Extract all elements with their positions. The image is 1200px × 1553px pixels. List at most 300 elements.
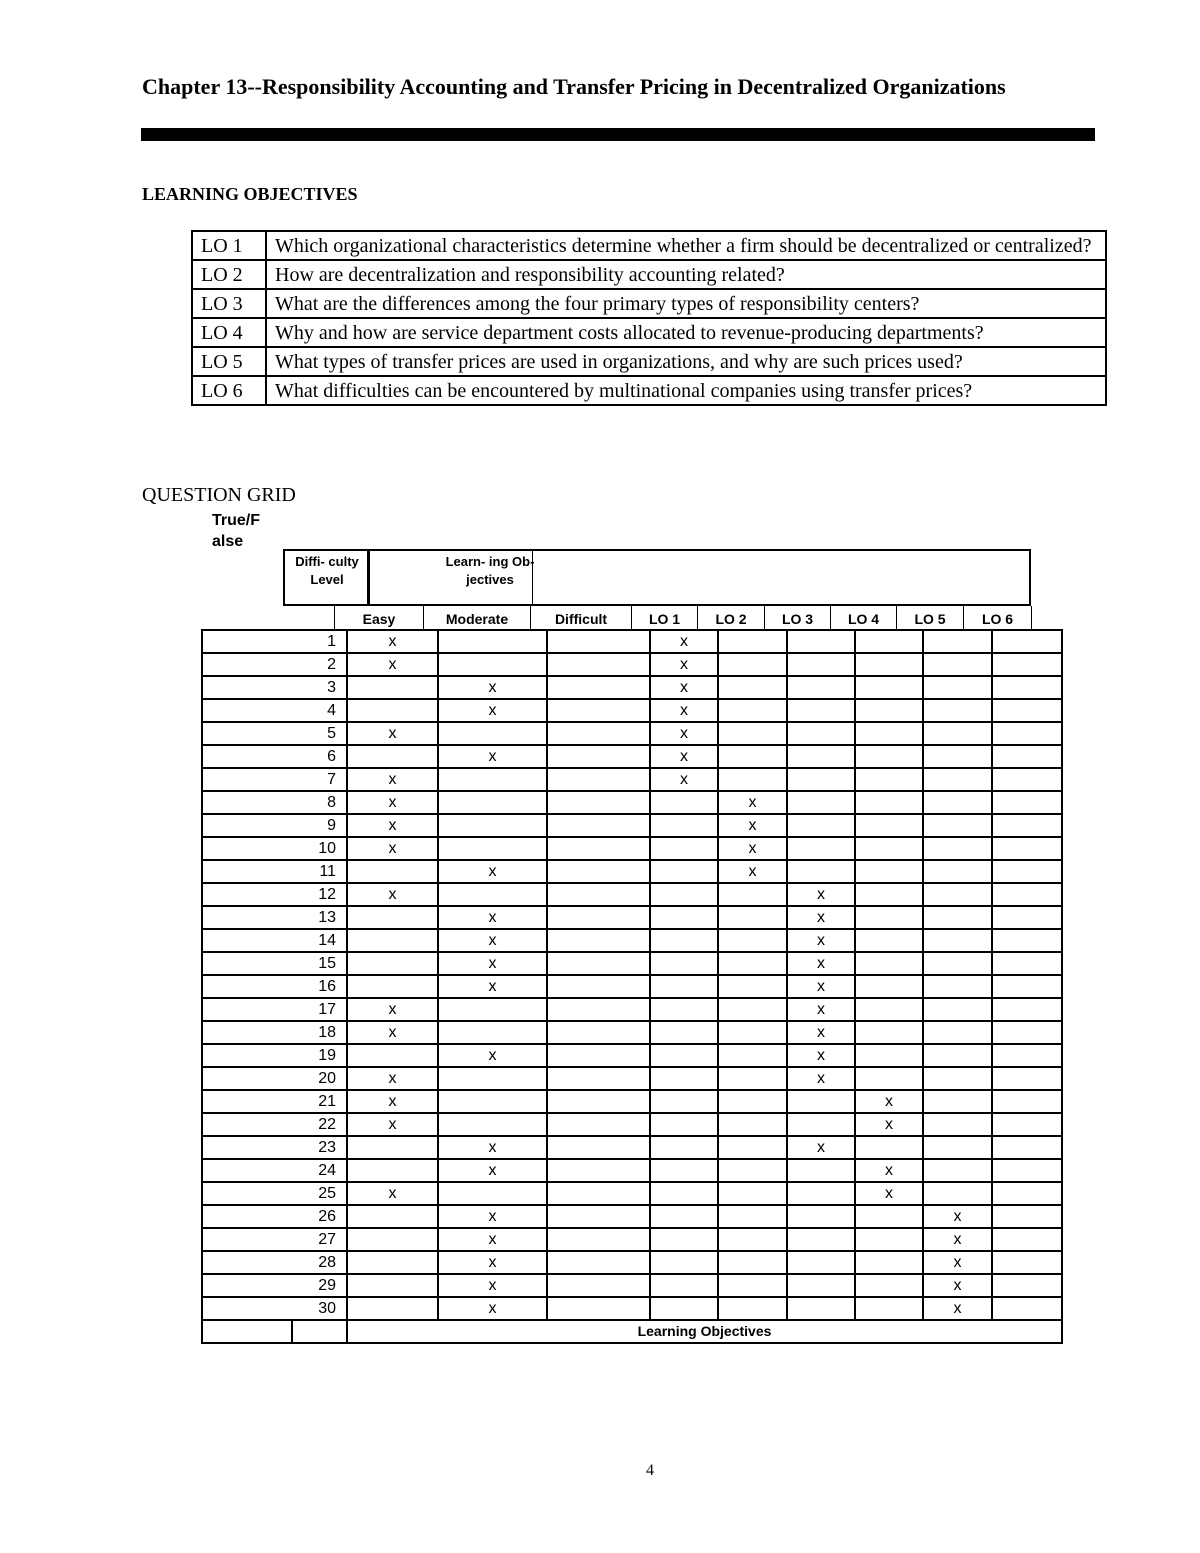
grid-cell bbox=[855, 860, 923, 883]
grid-cell bbox=[718, 1228, 787, 1251]
page-title: Chapter 13--Responsibility Accounting and Transfer Pricing in Decentralized Organizations bbox=[142, 74, 1006, 99]
grid-cell bbox=[650, 860, 718, 883]
grid-cell bbox=[992, 952, 1062, 975]
grid-cell bbox=[650, 1228, 718, 1251]
grid-cell bbox=[855, 837, 923, 860]
grid-cell bbox=[992, 699, 1062, 722]
grid-cell bbox=[718, 1113, 787, 1136]
grid-cell bbox=[347, 699, 438, 722]
learning-objective-row bbox=[192, 289, 1106, 318]
learning-objectives-table bbox=[191, 230, 1107, 406]
learning-objective-row bbox=[192, 260, 1106, 289]
grid-cell bbox=[787, 837, 855, 860]
grid-cell bbox=[923, 952, 992, 975]
grid-cell bbox=[438, 722, 547, 745]
grid-cell bbox=[718, 1159, 787, 1182]
grid-cell bbox=[923, 630, 992, 653]
grid-cell bbox=[787, 1251, 855, 1274]
objective-code: LO 3 bbox=[192, 289, 266, 318]
check-mark: x bbox=[855, 1113, 923, 1136]
check-mark: x bbox=[347, 1090, 438, 1113]
question-number: 16 bbox=[202, 975, 347, 998]
column-header: LO 1 bbox=[631, 606, 697, 630]
question-number: 15 bbox=[202, 952, 347, 975]
grid-cell bbox=[650, 1205, 718, 1228]
grid-cell bbox=[923, 860, 992, 883]
grid-cell bbox=[547, 998, 650, 1021]
grid-cell bbox=[650, 1182, 718, 1205]
check-mark: x bbox=[787, 998, 855, 1021]
grid-cell bbox=[547, 699, 650, 722]
grid-cell bbox=[992, 1228, 1062, 1251]
grid-cell bbox=[438, 791, 547, 814]
table-row bbox=[202, 768, 1062, 791]
grid-cell bbox=[855, 1021, 923, 1044]
grid-cell bbox=[547, 1021, 650, 1044]
column-header: LO 2 bbox=[697, 606, 764, 630]
difficulty-level-label: Diffi- culty Level bbox=[295, 554, 359, 587]
grid-cell bbox=[923, 1067, 992, 1090]
objective-code: LO 1 bbox=[192, 231, 266, 260]
grid-cell bbox=[547, 1113, 650, 1136]
learning-objective-row bbox=[192, 376, 1106, 405]
learning-objective-row bbox=[192, 231, 1106, 260]
grid-cell bbox=[547, 929, 650, 952]
grid-cell bbox=[650, 1067, 718, 1090]
grid-cell bbox=[855, 676, 923, 699]
grid-cell bbox=[992, 791, 1062, 814]
grid-cell bbox=[650, 1090, 718, 1113]
learning-objective-row bbox=[192, 347, 1106, 376]
column-header: Difficult bbox=[530, 606, 631, 630]
objective-text: Which organizational characteristics determine whether a firm should be decentralized or centralized? bbox=[266, 231, 1106, 260]
question-number: 6 bbox=[202, 745, 347, 768]
check-mark: x bbox=[438, 1251, 547, 1274]
check-mark: x bbox=[650, 745, 718, 768]
check-mark: x bbox=[787, 906, 855, 929]
question-number: 30 bbox=[202, 1297, 347, 1320]
grid-cell bbox=[347, 1159, 438, 1182]
grid-cell bbox=[650, 1274, 718, 1297]
question-number: 5 bbox=[202, 722, 347, 745]
objective-text: Why and how are service department costs allocated to revenue-producing departments? bbox=[266, 318, 1106, 347]
objective-text: What are the differences among the four primary types of responsibility centers? bbox=[266, 289, 1106, 318]
check-mark: x bbox=[650, 653, 718, 676]
grid-cell bbox=[718, 745, 787, 768]
check-mark: x bbox=[718, 814, 787, 837]
grid-cell bbox=[547, 653, 650, 676]
grid-cell bbox=[650, 814, 718, 837]
footer-learning-objectives-label: Learning Objectives bbox=[347, 1320, 1062, 1343]
grid-cell bbox=[923, 1159, 992, 1182]
learning-objectives-label: Learn- ing Ob- jectives bbox=[445, 554, 535, 587]
grid-cell bbox=[718, 1297, 787, 1320]
check-mark: x bbox=[650, 699, 718, 722]
grid-cell bbox=[992, 722, 1062, 745]
grid-cell bbox=[992, 1136, 1062, 1159]
question-grid-table bbox=[201, 629, 1063, 1344]
grid-cell bbox=[923, 998, 992, 1021]
grid-cell bbox=[650, 883, 718, 906]
grid-cell bbox=[992, 676, 1062, 699]
table-row bbox=[202, 791, 1062, 814]
objective-code: LO 4 bbox=[192, 318, 266, 347]
question-number: 2 bbox=[202, 653, 347, 676]
check-mark: x bbox=[347, 768, 438, 791]
check-mark: x bbox=[438, 860, 547, 883]
check-mark: x bbox=[923, 1274, 992, 1297]
grid-cell bbox=[787, 1274, 855, 1297]
grid-cell bbox=[718, 1251, 787, 1274]
grid-cell bbox=[992, 768, 1062, 791]
column-header-row bbox=[334, 606, 1032, 630]
grid-cell bbox=[992, 1090, 1062, 1113]
grid-cell bbox=[650, 1136, 718, 1159]
grid-cell bbox=[855, 768, 923, 791]
grid-cell bbox=[650, 929, 718, 952]
grid-cell bbox=[718, 1182, 787, 1205]
grid-cell bbox=[438, 1067, 547, 1090]
grid-cell bbox=[718, 699, 787, 722]
grid-cell bbox=[787, 722, 855, 745]
check-mark: x bbox=[347, 653, 438, 676]
column-header: Moderate bbox=[423, 606, 530, 630]
grid-cell bbox=[438, 653, 547, 676]
question-number: 4 bbox=[202, 699, 347, 722]
grid-cell bbox=[718, 906, 787, 929]
grid-cell bbox=[547, 1067, 650, 1090]
table-row bbox=[202, 1113, 1062, 1136]
grid-cell bbox=[923, 883, 992, 906]
question-number: 1 bbox=[202, 630, 347, 653]
check-mark: x bbox=[787, 1136, 855, 1159]
grid-cell bbox=[787, 653, 855, 676]
table-row bbox=[202, 1136, 1062, 1159]
check-mark: x bbox=[718, 860, 787, 883]
grid-cell bbox=[438, 814, 547, 837]
grid-cell bbox=[650, 1159, 718, 1182]
grid-cell bbox=[992, 860, 1062, 883]
table-row bbox=[202, 1067, 1062, 1090]
grid-cell bbox=[547, 768, 650, 791]
grid-cell bbox=[438, 837, 547, 860]
grid-cell bbox=[923, 975, 992, 998]
grid-cell bbox=[923, 1090, 992, 1113]
check-mark: x bbox=[787, 975, 855, 998]
grid-cell bbox=[855, 722, 923, 745]
grid-cell bbox=[855, 1067, 923, 1090]
grid-cell bbox=[547, 1274, 650, 1297]
grid-cell bbox=[787, 1159, 855, 1182]
grid-cell bbox=[438, 1090, 547, 1113]
grid-footer-row bbox=[202, 1320, 1062, 1343]
grid-cell bbox=[547, 1205, 650, 1228]
check-mark: x bbox=[787, 1021, 855, 1044]
check-mark: x bbox=[347, 814, 438, 837]
grid-cell bbox=[855, 1205, 923, 1228]
table-row bbox=[202, 1090, 1062, 1113]
check-mark: x bbox=[855, 1159, 923, 1182]
table-row bbox=[202, 952, 1062, 975]
question-number: 28 bbox=[202, 1251, 347, 1274]
grid-cell bbox=[992, 1044, 1062, 1067]
grid-cell bbox=[992, 1113, 1062, 1136]
check-mark: x bbox=[650, 676, 718, 699]
table-row bbox=[202, 814, 1062, 837]
grid-cell bbox=[438, 630, 547, 653]
check-mark: x bbox=[923, 1251, 992, 1274]
grid-cell bbox=[923, 791, 992, 814]
check-mark: x bbox=[347, 998, 438, 1021]
grid-cell bbox=[992, 1159, 1062, 1182]
grid-cell bbox=[855, 630, 923, 653]
table-row bbox=[202, 722, 1062, 745]
grid-cell bbox=[347, 975, 438, 998]
grid-cell bbox=[992, 883, 1062, 906]
grid-cell bbox=[855, 1251, 923, 1274]
table-row bbox=[202, 1274, 1062, 1297]
grid-cell bbox=[855, 745, 923, 768]
check-mark: x bbox=[347, 1021, 438, 1044]
column-header: LO 5 bbox=[896, 606, 963, 630]
grid-top-header bbox=[283, 549, 1031, 606]
table-row bbox=[202, 1159, 1062, 1182]
grid-cell bbox=[547, 1251, 650, 1274]
question-number: 9 bbox=[202, 814, 347, 837]
title-divider bbox=[141, 128, 1095, 141]
check-mark: x bbox=[438, 699, 547, 722]
grid-cell bbox=[547, 837, 650, 860]
question-number: 23 bbox=[202, 1136, 347, 1159]
check-mark: x bbox=[787, 1044, 855, 1067]
table-row bbox=[202, 998, 1062, 1021]
check-mark: x bbox=[438, 952, 547, 975]
grid-cell bbox=[992, 745, 1062, 768]
grid-cell bbox=[650, 975, 718, 998]
objective-code: LO 5 bbox=[192, 347, 266, 376]
grid-cell bbox=[992, 630, 1062, 653]
grid-cell bbox=[992, 1067, 1062, 1090]
grid-cell bbox=[787, 1205, 855, 1228]
column-header: Easy bbox=[334, 606, 423, 630]
question-number: 11 bbox=[202, 860, 347, 883]
grid-cell bbox=[438, 1113, 547, 1136]
check-mark: x bbox=[347, 722, 438, 745]
grid-cell bbox=[650, 998, 718, 1021]
page-number: 4 bbox=[646, 1462, 654, 1479]
check-mark: x bbox=[923, 1228, 992, 1251]
grid-cell bbox=[718, 975, 787, 998]
grid-cell bbox=[855, 814, 923, 837]
check-mark: x bbox=[438, 1044, 547, 1067]
grid-cell bbox=[855, 791, 923, 814]
question-number: 20 bbox=[202, 1067, 347, 1090]
grid-cell bbox=[547, 676, 650, 699]
grid-cell bbox=[547, 630, 650, 653]
grid-cell bbox=[547, 1228, 650, 1251]
grid-cell bbox=[718, 1067, 787, 1090]
question-number: 7 bbox=[202, 768, 347, 791]
check-mark: x bbox=[923, 1205, 992, 1228]
check-mark: x bbox=[438, 1136, 547, 1159]
table-row bbox=[202, 1228, 1062, 1251]
question-number: 17 bbox=[202, 998, 347, 1021]
grid-cell bbox=[438, 1182, 547, 1205]
grid-cell bbox=[787, 791, 855, 814]
table-row bbox=[202, 653, 1062, 676]
learning-objectives-heading: LEARNING OBJECTIVES bbox=[142, 184, 358, 204]
grid-cell bbox=[347, 1228, 438, 1251]
grid-cell bbox=[992, 906, 1062, 929]
check-mark: x bbox=[438, 1274, 547, 1297]
grid-cell bbox=[923, 929, 992, 952]
check-mark: x bbox=[347, 630, 438, 653]
grid-cell bbox=[718, 952, 787, 975]
check-mark: x bbox=[787, 929, 855, 952]
question-number: 27 bbox=[202, 1228, 347, 1251]
grid-cell bbox=[347, 676, 438, 699]
question-number: 8 bbox=[202, 791, 347, 814]
check-mark: x bbox=[438, 1297, 547, 1320]
grid-cell bbox=[855, 1274, 923, 1297]
question-number: 19 bbox=[202, 1044, 347, 1067]
grid-cell bbox=[787, 860, 855, 883]
table-row bbox=[202, 837, 1062, 860]
grid-cell bbox=[855, 1228, 923, 1251]
grid-cell bbox=[547, 1182, 650, 1205]
grid-cell bbox=[923, 1021, 992, 1044]
grid-cell bbox=[855, 952, 923, 975]
grid-cell bbox=[718, 722, 787, 745]
grid-cell bbox=[923, 768, 992, 791]
question-number: 13 bbox=[202, 906, 347, 929]
grid-cell bbox=[855, 1044, 923, 1067]
grid-cell bbox=[992, 1021, 1062, 1044]
check-mark: x bbox=[718, 837, 787, 860]
table-row bbox=[202, 1297, 1062, 1320]
grid-cell bbox=[923, 906, 992, 929]
table-row bbox=[202, 745, 1062, 768]
check-mark: x bbox=[923, 1297, 992, 1320]
grid-cell bbox=[923, 745, 992, 768]
table-row bbox=[202, 975, 1062, 998]
grid-cell bbox=[202, 1320, 292, 1343]
grid-cell bbox=[718, 630, 787, 653]
grid-cell bbox=[992, 837, 1062, 860]
question-number: 14 bbox=[202, 929, 347, 952]
grid-cell bbox=[923, 699, 992, 722]
grid-cell bbox=[650, 1113, 718, 1136]
grid-cell bbox=[992, 975, 1062, 998]
question-number: 3 bbox=[202, 676, 347, 699]
grid-cell bbox=[855, 1136, 923, 1159]
check-mark: x bbox=[718, 791, 787, 814]
grid-cell bbox=[547, 814, 650, 837]
check-mark: x bbox=[438, 975, 547, 998]
grid-cell bbox=[923, 1113, 992, 1136]
check-mark: x bbox=[650, 630, 718, 653]
check-mark: x bbox=[787, 952, 855, 975]
grid-cell bbox=[347, 952, 438, 975]
grid-cell bbox=[787, 1182, 855, 1205]
grid-cell bbox=[787, 1228, 855, 1251]
grid-cell bbox=[547, 745, 650, 768]
table-row bbox=[202, 699, 1062, 722]
table-row bbox=[202, 676, 1062, 699]
grid-cell bbox=[855, 653, 923, 676]
grid-cell bbox=[547, 1044, 650, 1067]
grid-cell bbox=[855, 929, 923, 952]
grid-cell bbox=[547, 975, 650, 998]
grid-cell bbox=[347, 1044, 438, 1067]
grid-cell bbox=[547, 860, 650, 883]
grid-cell bbox=[650, 952, 718, 975]
grid-cell bbox=[547, 1297, 650, 1320]
grid-cell bbox=[718, 929, 787, 952]
column-header: LO 6 bbox=[963, 606, 1031, 630]
grid-cell bbox=[992, 998, 1062, 1021]
grid-cell bbox=[347, 1205, 438, 1228]
grid-cell bbox=[547, 1159, 650, 1182]
objective-code: LO 6 bbox=[192, 376, 266, 405]
grid-cell bbox=[923, 676, 992, 699]
check-mark: x bbox=[438, 1205, 547, 1228]
grid-cell bbox=[855, 998, 923, 1021]
grid-cell bbox=[855, 906, 923, 929]
grid-cell bbox=[718, 1136, 787, 1159]
question-number: 18 bbox=[202, 1021, 347, 1044]
grid-cell bbox=[787, 1113, 855, 1136]
check-mark: x bbox=[347, 791, 438, 814]
question-number: 22 bbox=[202, 1113, 347, 1136]
grid-cell bbox=[547, 906, 650, 929]
check-mark: x bbox=[347, 1182, 438, 1205]
column-header: LO 3 bbox=[764, 606, 830, 630]
grid-cell bbox=[650, 837, 718, 860]
grid-cell bbox=[650, 791, 718, 814]
table-row bbox=[202, 1044, 1062, 1067]
grid-cell bbox=[923, 1044, 992, 1067]
check-mark: x bbox=[855, 1182, 923, 1205]
question-grid-heading: QUESTION GRID bbox=[142, 484, 296, 506]
grid-cell bbox=[650, 1297, 718, 1320]
grid-cell bbox=[787, 630, 855, 653]
objective-text: What difficulties can be encountered by multinational companies using transfer prices? bbox=[266, 376, 1106, 405]
grid-cell bbox=[992, 1182, 1062, 1205]
table-row bbox=[202, 630, 1062, 653]
grid-cell bbox=[992, 929, 1062, 952]
check-mark: x bbox=[347, 1067, 438, 1090]
grid-cell bbox=[787, 745, 855, 768]
check-mark: x bbox=[347, 837, 438, 860]
grid-cell bbox=[547, 1090, 650, 1113]
grid-cell bbox=[923, 653, 992, 676]
grid-cell bbox=[992, 1274, 1062, 1297]
grid-cell bbox=[718, 1021, 787, 1044]
grid-cell bbox=[438, 883, 547, 906]
grid-cell bbox=[347, 1297, 438, 1320]
table-row bbox=[202, 883, 1062, 906]
grid-cell bbox=[923, 1136, 992, 1159]
grid-cell bbox=[547, 722, 650, 745]
table-row bbox=[202, 1021, 1062, 1044]
grid-cell bbox=[992, 1251, 1062, 1274]
grid-cell bbox=[650, 1251, 718, 1274]
grid-cell bbox=[923, 837, 992, 860]
question-number: 10 bbox=[202, 837, 347, 860]
learning-objective-row bbox=[192, 318, 1106, 347]
check-mark: x bbox=[347, 883, 438, 906]
